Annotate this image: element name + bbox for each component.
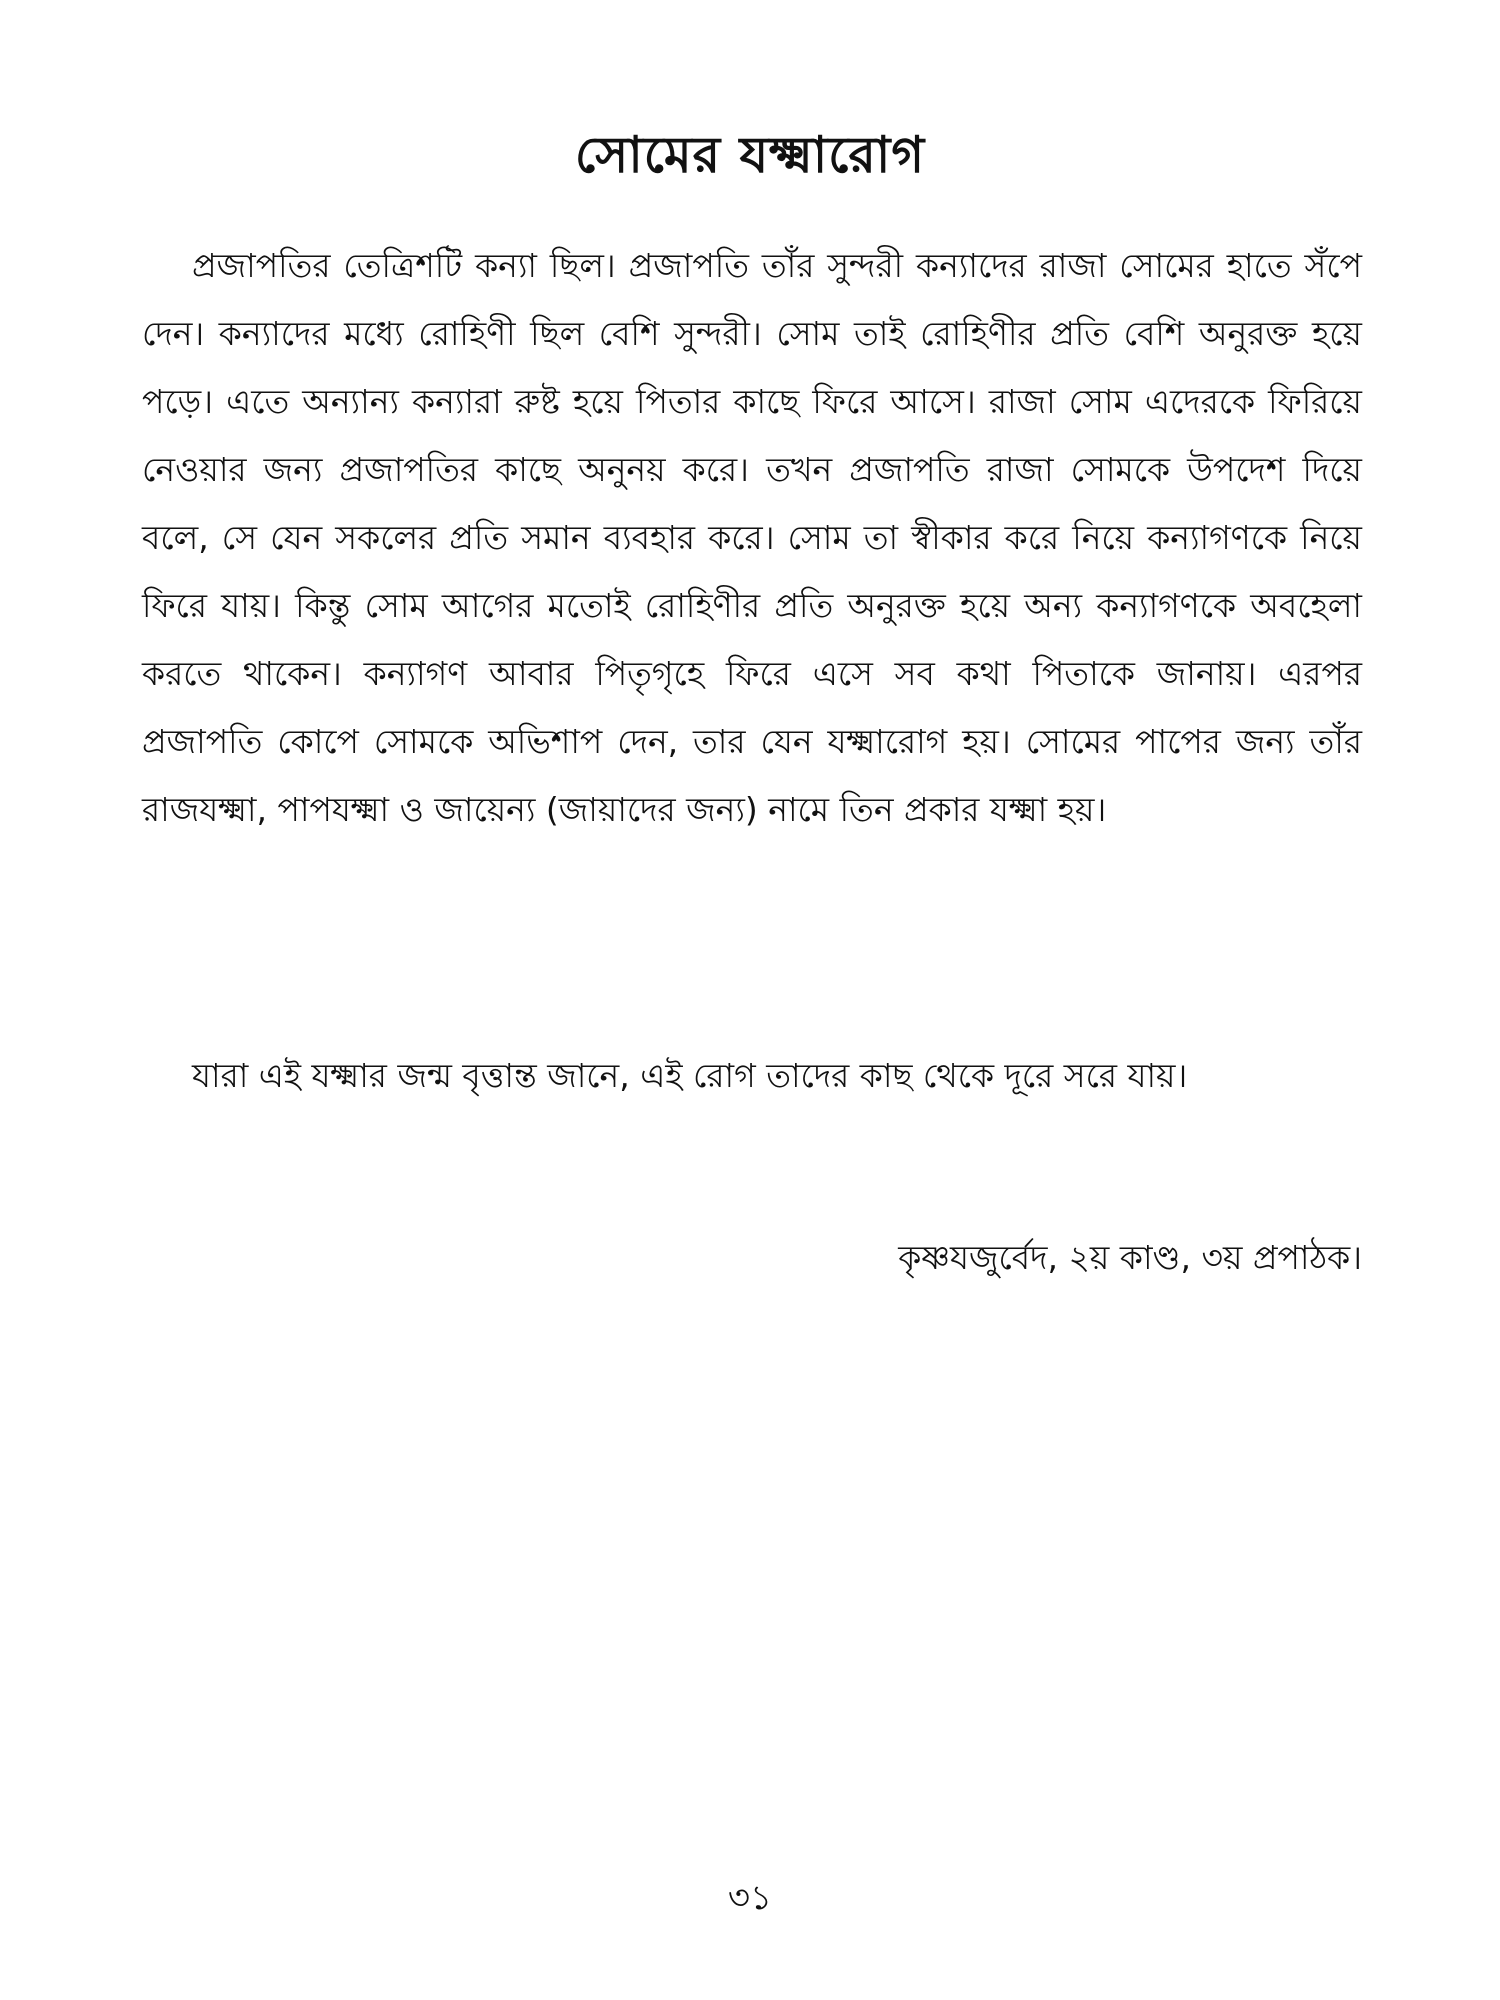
source-citation: কৃষ্ণযজুর্বেদ, ২য় কাণ্ড, ৩য় প্রপাঠক। (898, 1238, 1362, 1277)
body-paragraph-2: যারা এই যক্ষ্মার জন্ম বৃত্তান্ত জানে, এই রোগ তাদের কাছ থেকে দূরে সরে যায়। (192, 1056, 1188, 1095)
page-number: ৩১ (727, 1878, 773, 1918)
body-paragraph-1: প্রজাপতির তেত্রিশটি কন্যা ছিল। প্রজাপতি তাঁর সুন্দরী কন্যাদের রাজা সোমের হাতে সঁপে দেন। কন্যাদের মধ্যে রোহিণী ছিল বেশি সুন্দরী। সোম তাই রোহিণীর প্রতি বেশি অনুরক্ত হয়ে পড়ে। এতে অন্যান্য কন্যারা রুষ্ট হয়ে পিতার কাছে ফিরে আসে। রাজা সোম এদেরকে ফিরিয়ে নেওয়ার জন্য প্রজাপতির কাছে অনুনয় করে। তখন প্রজাপতি রাজা সোমকে উপদেশ দিয়ে বলে, সে যেন সকলের প্রতি সমান ব্যবহার করে। সোম তা স্বীকার করে নিয়ে কন্যাগণকে নিয়ে ফিরে যায়। কিন্তু সোম আগের মতোই রোহিণীর প্রতি অনুরক্ত হয়ে অন্য কন্যাগণকে অবহেলা করতে থাকেন। কন্যাগণ আবার পিতৃগৃহে ফিরে এসে সব কথা পিতাকে জানায়। এরপর প্রজাপতি কোপে সোমকে অভিশাপ দেন, তার যেন যক্ষ্মারোগ হয়। সোমের পাপের জন্য তাঁর রাজযক্ষ্মা, পাপযক্ষ্মা ও জায়েন্য (জায়াদের জন্য) নামে তিন প্রকার যক্ষ্মা হয়। (142, 246, 1362, 829)
page-title: সোমের যক্ষ্মারোগ (574, 126, 926, 184)
